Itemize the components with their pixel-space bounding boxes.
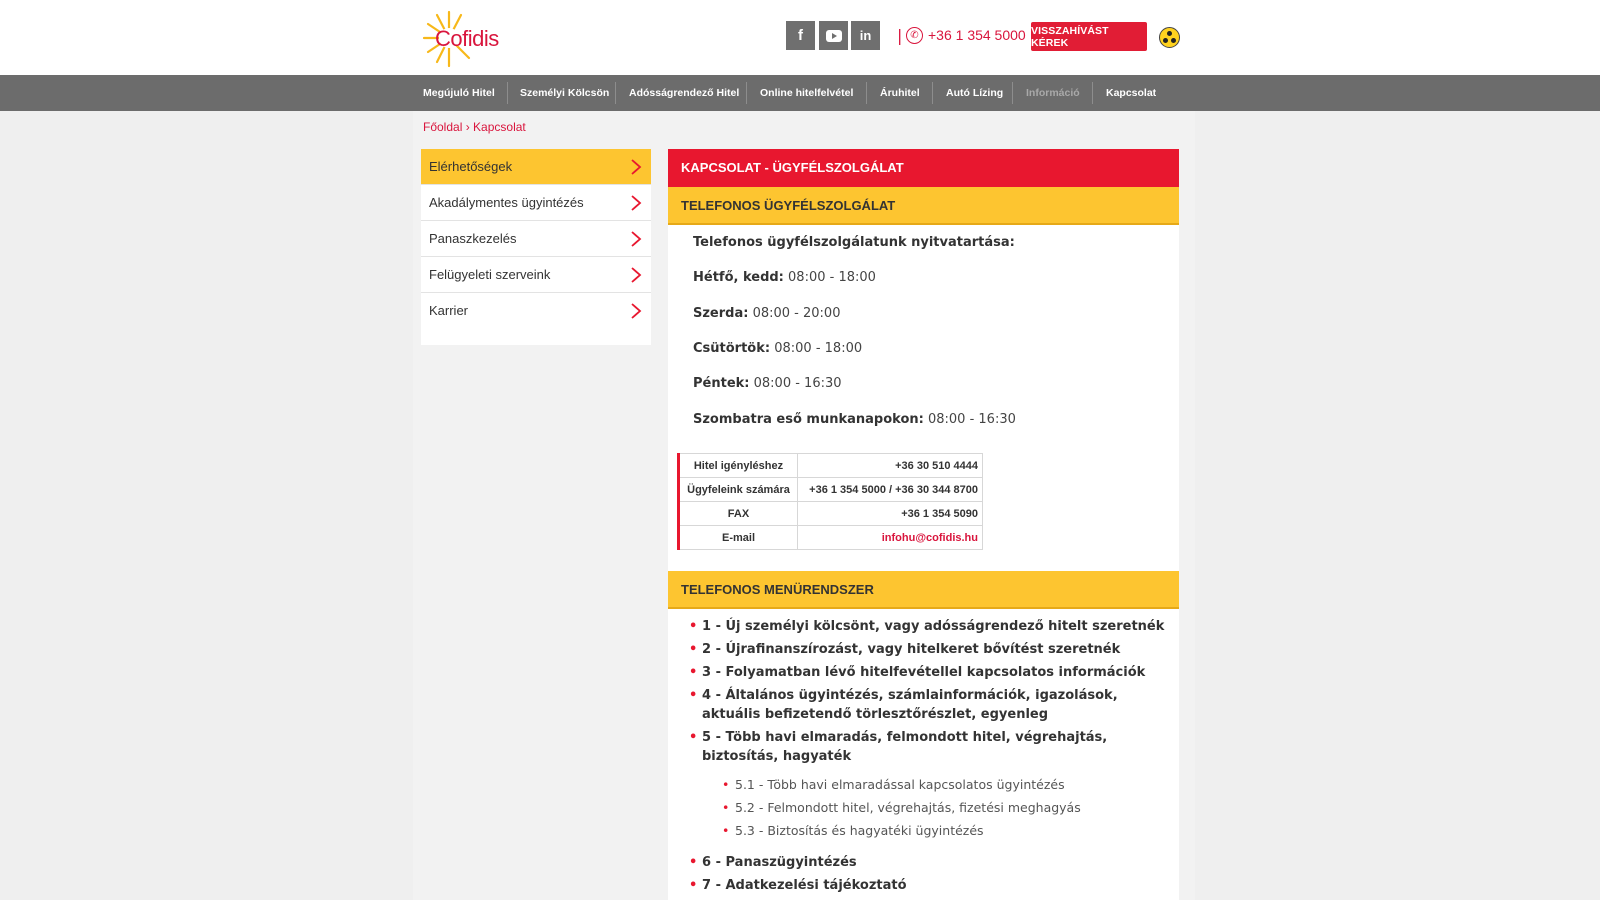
sidebar-menu bbox=[421, 149, 651, 345]
chevron-right-icon bbox=[629, 159, 643, 175]
nav-divider bbox=[1092, 82, 1093, 104]
hours-time: 08:00 - 20:00 bbox=[752, 306, 841, 321]
nav-divider bbox=[746, 82, 747, 104]
phone-menu-heading: TELEFONOS MENÜRENDSZER bbox=[668, 571, 1179, 609]
sidebar-item-panaszkezeles[interactable] bbox=[421, 221, 651, 257]
hours-day: Szerda: bbox=[693, 306, 749, 321]
phone-submenu-list bbox=[722, 775, 1081, 844]
contact-table bbox=[677, 453, 983, 550]
table-row bbox=[679, 502, 983, 526]
nav-item-informacio[interactable]: Információ bbox=[1026, 87, 1080, 99]
email-link[interactable]: infohu@cofidis.hu bbox=[798, 526, 983, 550]
list-item: • 3 - Folyamatban lévő hitelfevétellel kapcsolatos információk bbox=[689, 663, 1169, 682]
nav-item-megujulo-hitel[interactable]: Megújuló Hitel bbox=[423, 87, 495, 99]
sidebar-item-label: Felügyeleti szerveink bbox=[429, 267, 551, 282]
phone-glyph: ✆ bbox=[910, 30, 919, 41]
nav-item-kapcsolat[interactable]: Kapcsolat bbox=[1106, 87, 1157, 99]
contact-label: Hitel igényléshez bbox=[679, 454, 798, 478]
list-item: • 6 - Panaszügyintézés bbox=[689, 853, 1169, 872]
contact-value: +36 30 510 4444 bbox=[798, 454, 983, 478]
main-navigation bbox=[0, 75, 1600, 111]
breadcrumb-current[interactable]: Kapcsolat bbox=[473, 120, 526, 134]
youtube-icon[interactable] bbox=[819, 21, 848, 50]
hours-day: Hétfő, kedd: bbox=[693, 270, 784, 285]
hours-row bbox=[693, 270, 876, 285]
linkedin-glyph: in bbox=[859, 28, 872, 43]
sidebar-item-elerhetosegek[interactable] bbox=[421, 149, 651, 185]
contact-value: +36 1 354 5000 / +36 30 344 8700 bbox=[798, 478, 983, 502]
hours-row bbox=[693, 341, 862, 356]
youtube-play-shape bbox=[826, 30, 842, 42]
contact-panel bbox=[668, 149, 1179, 900]
table-row bbox=[679, 454, 983, 478]
facebook-glyph: f bbox=[798, 27, 803, 44]
list-item: • 7 - Adatkezelési tájékoztató bbox=[689, 876, 1169, 895]
sidebar-item-karrier[interactable] bbox=[421, 293, 651, 329]
breadcrumb-separator: › bbox=[465, 120, 470, 134]
nav-divider bbox=[507, 82, 508, 104]
hours-row bbox=[693, 376, 842, 391]
linkedin-icon[interactable] bbox=[851, 21, 880, 50]
sidebar-item-label: Elérhetőségek bbox=[429, 159, 513, 174]
nav-divider bbox=[1012, 82, 1013, 104]
header-phone-number[interactable]: +36 1 354 5000 bbox=[928, 27, 1026, 43]
sidebar-item-label: Panaszkezelés bbox=[429, 231, 517, 246]
chevron-right-icon bbox=[629, 231, 643, 247]
sub-list-item: • 5.3 - Biztosítás és hagyatéki ügyintézés bbox=[722, 821, 1081, 840]
hours-row bbox=[693, 412, 1016, 427]
phone-icon bbox=[906, 27, 923, 44]
contact-value: +36 1 354 5090 bbox=[798, 502, 983, 526]
chevron-right-icon bbox=[629, 195, 643, 211]
breadcrumb-home-link[interactable]: Főoldal bbox=[423, 120, 463, 134]
contact-label: Ügyfeleink számára bbox=[679, 478, 798, 502]
table-row bbox=[679, 478, 983, 502]
hours-row bbox=[693, 306, 840, 321]
phone-menu-list bbox=[689, 617, 1169, 770]
sub-list-item: • 5.2 - Felmondott hitel, végrehajtás, fizetési meghagyás bbox=[722, 798, 1081, 817]
hours-time: 08:00 - 16:30 bbox=[753, 376, 842, 391]
phone-service-heading: TELEFONOS ÜGYFÉLSZOLGÁLAT bbox=[668, 187, 1179, 225]
hours-intro bbox=[693, 235, 1015, 250]
table-row bbox=[679, 526, 983, 550]
logo-text: Cofidis bbox=[435, 26, 499, 51]
hours-intro-text: Telefonos ügyfélszolgálatunk nyitvatartása: bbox=[693, 235, 1015, 250]
hours-day: Szombatra eső munkanapokon: bbox=[693, 412, 924, 427]
callback-request-button[interactable]: VISSZAHÍVÁST KÉREK bbox=[1031, 22, 1147, 51]
sub-list-item: • 5.1 - Több havi elmaradással kapcsolatos ügyintézés bbox=[722, 775, 1081, 794]
cofidis-logo[interactable] bbox=[421, 8, 516, 68]
nav-divider bbox=[615, 82, 616, 104]
hours-time: 08:00 - 18:00 bbox=[788, 270, 876, 285]
facebook-icon[interactable] bbox=[786, 21, 815, 50]
hours-time: 08:00 - 16:30 bbox=[927, 412, 1016, 427]
page-title: KAPCSOLAT - ÜGYFÉLSZOLGÁLAT bbox=[668, 149, 1179, 187]
sidebar-item-akadalymentes[interactable] bbox=[421, 185, 651, 221]
site-header bbox=[0, 0, 1600, 75]
sidebar-item-label: Karrier bbox=[429, 303, 469, 318]
hours-day: Péntek: bbox=[693, 376, 750, 391]
contact-label: FAX bbox=[679, 502, 798, 526]
nav-divider bbox=[866, 82, 867, 104]
nav-item-adossagrendezo-hitel[interactable]: Adósságrendező Hitel bbox=[629, 87, 740, 99]
nav-item-auto-lizing[interactable]: Autó Lízing bbox=[946, 87, 1004, 99]
breadcrumb bbox=[423, 120, 526, 134]
nav-divider bbox=[932, 82, 933, 104]
nav-item-szemelyi-kolcson[interactable]: Személyi Kölcsön bbox=[520, 87, 610, 99]
hours-time: 08:00 - 18:00 bbox=[774, 341, 863, 356]
phone-menu-list-continued bbox=[689, 853, 1169, 899]
hours-day: Csütörtök: bbox=[693, 341, 771, 356]
list-item: • 4 - Általános ügyintézés, számlainformációk, igazolások, aktuális befizetendő törlesztőrészlet, egyenleg bbox=[689, 686, 1169, 724]
nav-item-online-hitelfelvetel[interactable]: Online hitelfelvétel bbox=[760, 87, 854, 99]
list-item: • 2 - Újrafinanszírozást, vagy hitelkeret bővítést szeretnék bbox=[689, 640, 1169, 659]
accessibility-icon[interactable] bbox=[1159, 27, 1180, 48]
list-item: • 5 - Több havi elmaradás, felmondott hitel, végrehajtás, biztosítás, hagyaték bbox=[689, 728, 1169, 766]
phone-separator: | bbox=[897, 26, 903, 45]
list-item: • 1 - Új személyi kölcsönt, vagy adósságrendező hitelt szeretnék bbox=[689, 617, 1169, 636]
nav-item-aruhitel[interactable]: Áruhitel bbox=[880, 87, 920, 99]
sidebar-item-felugyeleti-szerveink[interactable] bbox=[421, 257, 651, 293]
sidebar-item-label: Akadálymentes ügyintézés bbox=[429, 195, 584, 210]
chevron-right-icon bbox=[629, 267, 643, 283]
chevron-right-icon bbox=[629, 303, 643, 319]
contact-label: E-mail bbox=[679, 526, 798, 550]
